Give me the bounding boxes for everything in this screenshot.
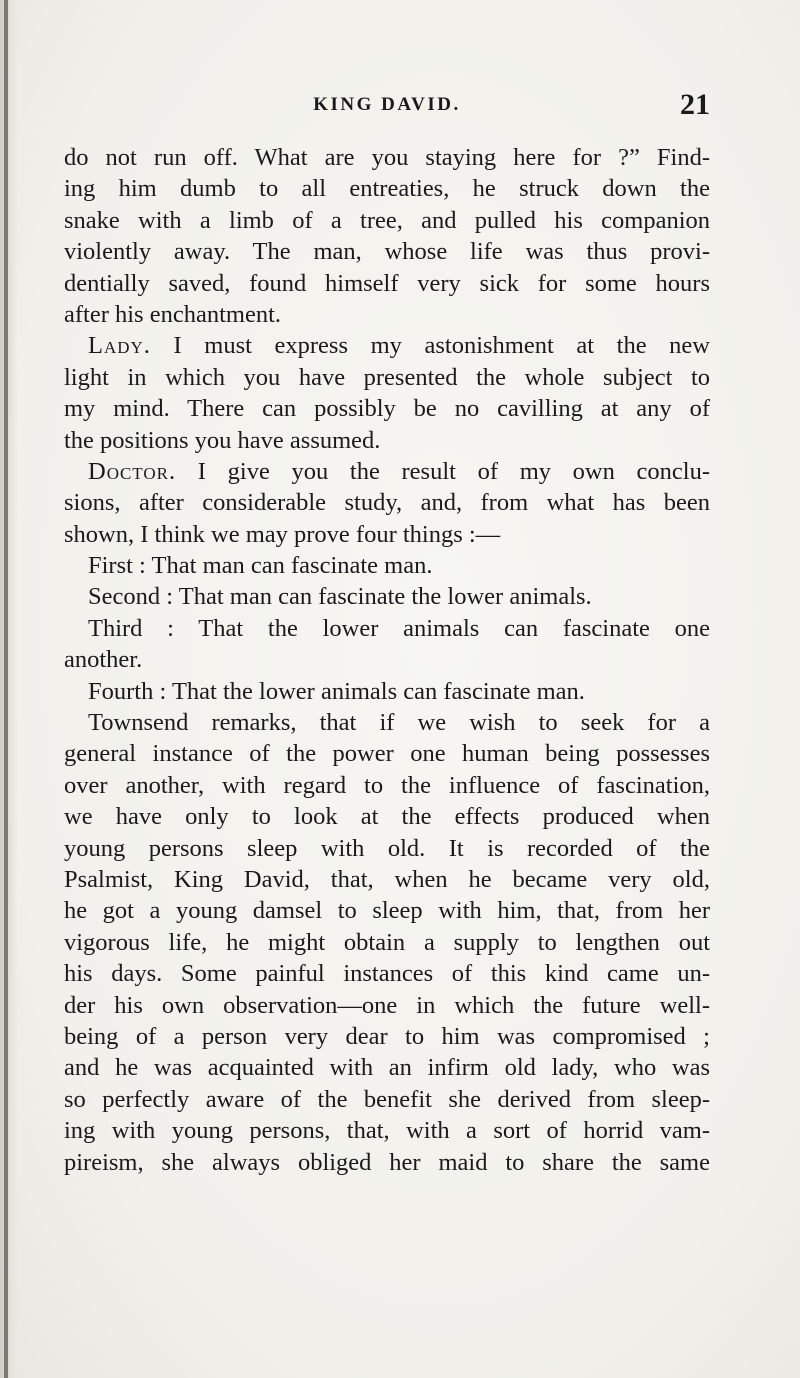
- text-line: [64, 927, 710, 958]
- line-text: Psalmist, King David, that, when he became very old,: [64, 865, 710, 893]
- line-text: sions, after considerable study, and, from what has been: [64, 489, 710, 517]
- running-head: [64, 88, 710, 124]
- binding-shadow: [4, 0, 8, 1378]
- running-head-title: KING DAVID.: [313, 94, 461, 115]
- text-line: [64, 770, 710, 801]
- line-text: pireism, she always obliged her maid to share the same: [64, 1148, 710, 1176]
- body-text: [64, 142, 710, 1178]
- text-line: [64, 142, 710, 173]
- line-text: do not run off. What are you staying here for ?” Find-: [64, 144, 710, 171]
- line-text: Townsend remarks, that if we wish to seek for a: [88, 709, 710, 737]
- text-line: [64, 393, 710, 424]
- text-line: [64, 236, 710, 267]
- line-text: after his enchantment.: [64, 300, 282, 328]
- line-text: my mind. There can possibly be no cavilling at any of: [64, 395, 710, 423]
- line-text: Fourth : That the lower animals can fascinate man.: [88, 677, 585, 705]
- text-line: [64, 205, 710, 236]
- text-line: [64, 738, 710, 769]
- line-text: so perfectly aware of the benefit she derived from sleep-: [64, 1085, 710, 1113]
- line-text: ing him dumb to all entreaties, he struck down the: [64, 175, 710, 203]
- line-text: we have only to look at the effects produced when: [64, 803, 710, 831]
- speaker-name: Doctor.: [88, 457, 177, 485]
- text-line: [64, 707, 710, 738]
- line-text: over another, with regard to the influence of fascination,: [64, 771, 710, 799]
- text-line: [64, 330, 710, 361]
- line-text: der his own observation—one in which the future well-: [64, 991, 710, 1019]
- text-line: [64, 550, 710, 581]
- text-line: [64, 676, 710, 707]
- line-text: I must express my astonishment at the new: [150, 332, 710, 360]
- text-line: [64, 644, 710, 675]
- line-text: another.: [64, 646, 143, 674]
- text-line: [64, 456, 710, 487]
- line-text: Second : That man can fascinate the lower animals.: [88, 583, 592, 611]
- text-line: [64, 173, 710, 204]
- line-text: and he was acquainted with an infirm old lady, who was: [64, 1054, 710, 1082]
- line-text: general instance of the power one human being possesses: [64, 740, 710, 768]
- text-line: [64, 425, 710, 456]
- text-line: [64, 268, 710, 299]
- line-text: dentially saved, found himself very sick for some hours: [64, 269, 710, 297]
- text-line: [64, 613, 710, 644]
- line-text: Third : That the lower animals can fascinate one: [88, 614, 710, 642]
- line-text: ing with young persons, that, with a sort of horrid vam-: [64, 1117, 710, 1145]
- text-line: [64, 1052, 710, 1083]
- line-text: light in which you have presented the whole subject to: [64, 363, 710, 391]
- line-text: snake with a limb of a tree, and pulled his companion: [64, 206, 710, 234]
- text-line: [64, 864, 710, 895]
- line-text: First : That man can fascinate man.: [88, 552, 433, 580]
- text-line: [64, 362, 710, 393]
- line-text: shown, I think we may prove four things :—: [64, 520, 501, 548]
- text-line: [64, 1147, 710, 1178]
- text-line: [64, 1115, 710, 1146]
- line-text: I give you the result of my own conclu-: [176, 457, 710, 485]
- speaker-name: Lady.: [88, 332, 151, 360]
- text-line: [64, 895, 710, 926]
- text-line: [64, 1021, 710, 1052]
- line-text: vigorous life, he might obtain a supply to lengthen out: [64, 928, 710, 956]
- line-text: violently away. The man, whose life was thus provi-: [64, 238, 710, 266]
- text-line: [64, 1084, 710, 1115]
- line-text: his days. Some painful instances of this kind came un-: [64, 960, 710, 988]
- text-line: [64, 581, 710, 612]
- text-line: [64, 299, 710, 330]
- line-text: he got a young damsel to sleep with him, that, from her: [64, 897, 710, 925]
- text-line: [64, 833, 710, 864]
- page-number: 21: [680, 88, 710, 121]
- text-line: [64, 801, 710, 832]
- binding-edge: [0, 0, 18, 1378]
- line-text: being of a person very dear to him was compromised ;: [64, 1022, 710, 1050]
- text-line: [64, 519, 710, 550]
- line-text: young persons sleep with old. It is recorded of the: [64, 834, 710, 862]
- text-line: [64, 487, 710, 518]
- text-line: [64, 958, 710, 989]
- line-text: the positions you have assumed.: [64, 426, 381, 454]
- text-line: [64, 990, 710, 1021]
